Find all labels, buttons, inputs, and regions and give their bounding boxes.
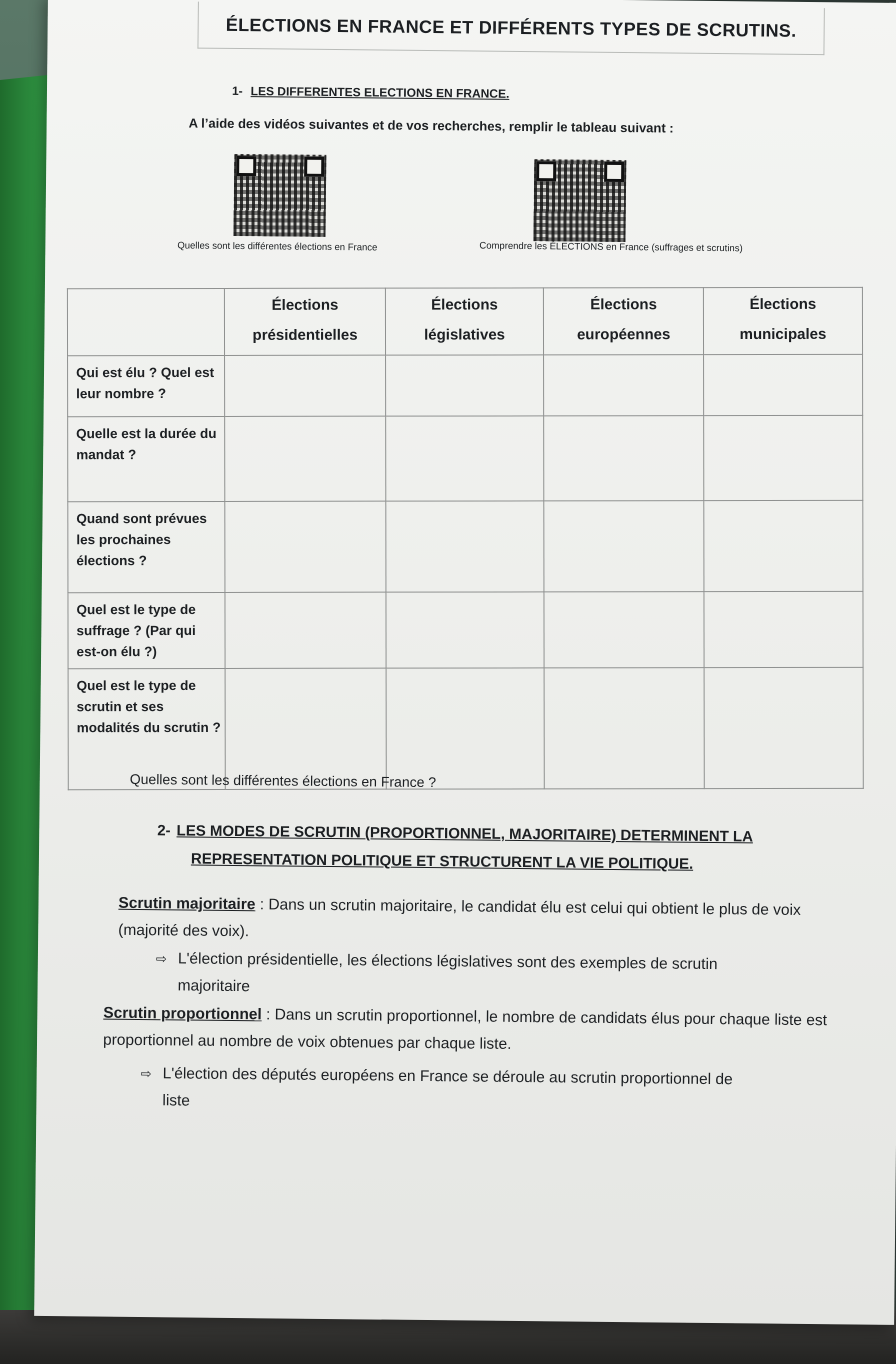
term-proportionnel: Scrutin proportionnel <box>103 1004 262 1024</box>
example-majoritaire-line-2: majoritaire <box>177 977 251 996</box>
worksheet-page <box>34 0 896 1325</box>
example-proportionnel-line-2: liste <box>162 1092 191 1110</box>
row-label: Quelle est la durée du mandat ? <box>68 416 226 501</box>
qr-caption-1: Quelles sont les différentes élections en France <box>177 240 378 254</box>
instruction-text: A l’aide des vidéos suivantes et de vos recherches, remplir le tableau suivant : <box>188 115 674 136</box>
answer-cell[interactable] <box>225 501 386 592</box>
answer-cell[interactable] <box>544 501 704 592</box>
page-title: ÉLECTIONS EN FRANCE ET DIFFÉRENTS TYPES DE SCRUTINS. <box>197 2 824 56</box>
row-label: Quel est le type de scrutin et ses modalités du scrutin ? <box>68 668 226 789</box>
example-majoritaire-line-1: L'élection présidentielle, les élections législatives sont des exemples de scrutin <box>177 950 718 974</box>
column-header-presidentielles: Élections présidentielles <box>225 288 385 355</box>
example-majoritaire <box>155 945 856 1006</box>
answer-cell[interactable] <box>225 592 386 668</box>
answer-cell[interactable] <box>386 501 545 592</box>
table-corner-cell <box>67 288 224 355</box>
answer-cell[interactable] <box>386 592 545 668</box>
table-row <box>68 415 863 501</box>
answer-cell[interactable] <box>704 500 863 591</box>
table-row <box>68 591 863 668</box>
row-label: Quand sont prévues les prochaines élections ? <box>68 501 226 592</box>
section-2-title-line-1: LES MODES DE SCRUTIN (PROPORTIONNEL, MAJORITAIRE) DETERMINENT LA <box>176 822 754 846</box>
answer-cell[interactable] <box>704 591 863 667</box>
definition-proportionnel <box>103 1000 864 1062</box>
table-row <box>68 500 863 592</box>
answer-cell[interactable] <box>544 416 704 501</box>
arrow-right-icon: ⇨ <box>155 951 167 967</box>
answer-cell[interactable] <box>386 668 545 789</box>
qr-caption-2: Comprendre les ÉLECTIONS en France (suffrages et scrutins) <box>479 240 743 255</box>
answer-cell[interactable] <box>225 355 385 416</box>
elections-table <box>67 287 864 790</box>
answer-cell[interactable] <box>385 416 544 501</box>
table-header-row <box>67 287 862 355</box>
answer-cell[interactable] <box>704 415 863 500</box>
section-1-number: 1- <box>231 83 243 99</box>
example-proportionnel <box>140 1060 865 1122</box>
section-2-number: 2- <box>157 822 171 840</box>
example-proportionnel-line-1: L'élection des députés européens en France se déroule au scrutin proportionnel de <box>162 1065 733 1089</box>
answer-cell[interactable] <box>544 668 704 789</box>
qr-code-icon[interactable] <box>533 159 626 242</box>
answer-cell[interactable] <box>385 355 544 416</box>
term-majoritaire: Scrutin majoritaire <box>118 894 256 914</box>
section-2-heading <box>157 817 818 880</box>
answer-cell[interactable] <box>225 416 386 501</box>
section-2-title-line-2: REPRESENTATION POLITIQUE ET STRUCTURENT LA VIE POLITIQUE. <box>190 850 694 873</box>
table-row <box>68 354 863 416</box>
answer-cell[interactable] <box>703 354 862 415</box>
answer-cell[interactable] <box>544 355 704 416</box>
answer-cell[interactable] <box>544 592 704 668</box>
column-header-legislatives: Élections législatives <box>385 288 544 355</box>
column-header-europeennes: Élections européennes <box>544 288 704 355</box>
definition-majoritaire <box>118 890 859 952</box>
answer-cell[interactable] <box>704 667 863 788</box>
row-label: Quel est le type de suffrage ? (Par qui est-on élu ?) <box>68 592 225 668</box>
arrow-right-icon: ⇨ <box>140 1066 152 1082</box>
section-1-heading <box>232 84 509 101</box>
definition-proportionnel-text: : Dans un scrutin proportionnel, le nombre de candidats élus pour chaque liste est proportionnel au nombre de voix obtenues par chaque liste. <box>102 1006 828 1053</box>
qr-code-icon[interactable] <box>233 154 326 237</box>
table-caption: Quelles sont les différentes élections en France ? <box>129 770 437 791</box>
definition-majoritaire-text: : Dans un scrutin majoritaire, le candidat élu est celui qui obtient le plus de voix (majorité des voix). <box>118 896 801 941</box>
column-header-municipales: Élections municipales <box>703 287 862 354</box>
section-1-title: LES DIFFERENTES ELECTIONS EN FRANCE. <box>250 84 510 101</box>
row-label: Qui est élu ? Quel est leur nombre ? <box>68 355 225 416</box>
